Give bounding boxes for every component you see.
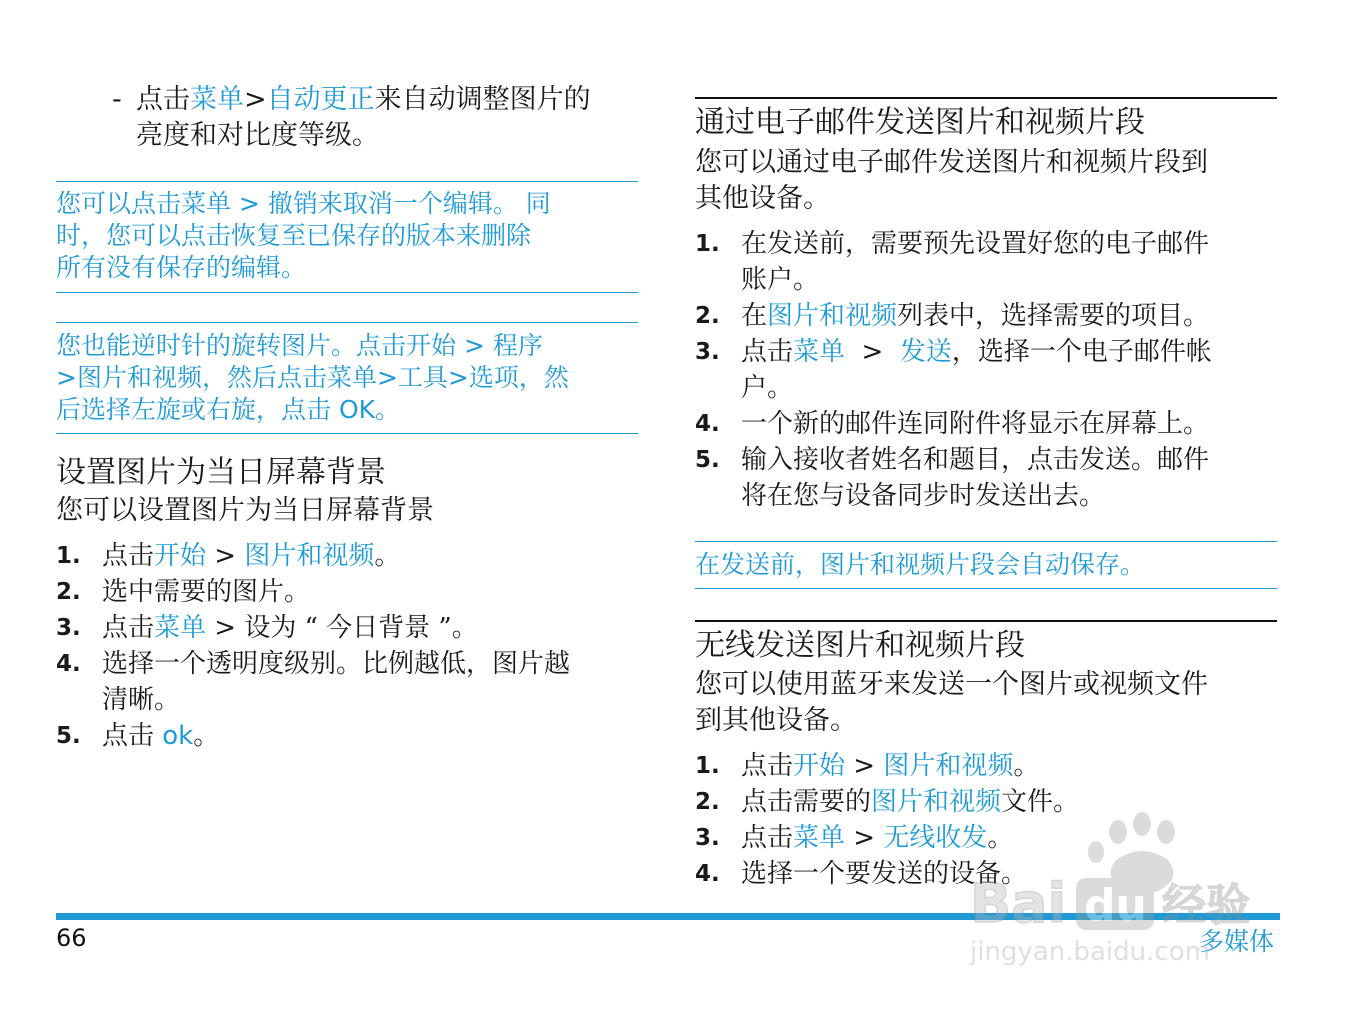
email-intro-1: 您可以通过电子邮件发送图片和视频片段到	[695, 147, 1208, 178]
step-text-cont: 户。	[741, 373, 794, 403]
step-text: 点击	[102, 721, 163, 751]
footer-section-name: 多媒体	[1198, 927, 1274, 956]
step-text-end: 列表中，选择需要的项目。	[897, 301, 1210, 331]
ok-link: ok	[162, 721, 194, 751]
step-text: 输入接收者姓名和题目，点击发送。邮件	[741, 445, 1210, 475]
email-step-4	[695, 406, 1277, 442]
wireless-top-rule	[695, 620, 1277, 622]
step-text-end: 。	[987, 823, 1014, 853]
step-text: 点击需要的	[741, 787, 872, 817]
step-text: 选择一个透明度级别。比例越低，图片越	[102, 649, 571, 679]
email-step-2	[695, 298, 1277, 334]
email-step-1	[695, 226, 1277, 298]
note2-top-rule	[56, 322, 638, 323]
svg-text:jingyan.baidu.com: jingyan.baidu.com	[970, 937, 1210, 967]
step-number: 1.	[695, 231, 720, 257]
wireless-intro-1: 您可以使用蓝牙来发送一个图片或视频文件	[695, 669, 1208, 700]
step-number: 3.	[56, 615, 81, 641]
bullet-dash: -	[112, 84, 122, 115]
step-text-cont: 清晰。	[102, 685, 181, 715]
note2-line-3: 后选择左旋或右旋，点击 OK。	[56, 395, 401, 424]
email-step-5	[695, 442, 1277, 514]
step-text: 一个新的邮件连同附件将显示在屏幕上。	[741, 409, 1210, 439]
wireless-link: 无线收发	[883, 823, 988, 853]
wireless-step-1	[695, 748, 1277, 784]
note1-line-3: 所有没有保存的编辑。	[56, 253, 307, 282]
pictures-videos-link: 图片和视频	[871, 787, 1002, 817]
step-sep: >	[845, 337, 900, 367]
note1-line-2: 时，您可以点击恢复至已保存的版本来删除	[56, 221, 532, 250]
step-text-cont: 账户。	[741, 265, 820, 295]
step-number: 3.	[695, 339, 720, 365]
start-link: 开始	[793, 751, 846, 781]
step-text: 点击	[741, 337, 794, 367]
note-undo	[56, 188, 638, 284]
page-number: 66	[56, 924, 87, 952]
step-text: 点击	[102, 541, 155, 571]
wallpaper-step-3	[56, 610, 638, 646]
pictures-videos-link: 图片和视频	[244, 541, 375, 571]
email-step-3	[695, 334, 1277, 406]
step-sep: >	[206, 541, 245, 571]
pictures-videos-link: 图片和视频	[883, 751, 1014, 781]
step-text: 点击	[741, 823, 794, 853]
email-note-top-rule	[695, 541, 1277, 542]
step-text-cont: 将在您与设备同步时发送出去。	[741, 481, 1106, 511]
step-number: 4.	[56, 651, 81, 677]
wallpaper-step-4	[56, 646, 638, 718]
send-link: 发送	[899, 337, 952, 367]
section-title-wallpaper: 设置图片为当日屏幕背景	[56, 455, 386, 490]
bullet-menu-link: 菜单	[190, 84, 244, 115]
bullet-line-2: 亮度和对比度等级。	[136, 120, 379, 151]
step-text: 选中需要的图片。	[102, 577, 311, 607]
bullet-text-1: 点击	[136, 84, 190, 115]
step-text-end: 文件。	[1001, 787, 1080, 817]
wallpaper-step-5	[56, 718, 638, 754]
step-text-end: 。	[374, 541, 401, 571]
note1-bottom-rule	[56, 292, 638, 293]
section-intro-wallpaper: 您可以设置图片为当日屏幕背景	[56, 495, 434, 526]
email-top-rule	[695, 97, 1277, 99]
step-number: 2.	[56, 579, 81, 605]
wallpaper-step-2	[56, 574, 638, 610]
note1-line-1: 您可以点击菜单 > 撤销来取消一个编辑。 同	[56, 189, 551, 218]
step-text-end: > 设为 “ 今日背景 ”。	[206, 613, 478, 643]
step-number: 4.	[695, 411, 720, 437]
step-sep: >	[845, 751, 884, 781]
step-number: 4.	[695, 861, 720, 887]
wallpaper-step-1	[56, 538, 638, 574]
step-number: 3.	[695, 825, 720, 851]
start-link: 开始	[154, 541, 207, 571]
step-number: 5.	[56, 723, 81, 749]
step-number: 5.	[695, 447, 720, 473]
section-title-email: 通过电子邮件发送图片和视频片段	[695, 105, 1145, 140]
note1-top-rule	[56, 181, 638, 182]
note-autosave: 在发送前，图片和视频片段会自动保存。	[695, 550, 1146, 579]
step-text: 在发送前，需要预先设置好您的电子邮件	[741, 229, 1210, 259]
svg-text:Bai: Bai	[970, 872, 1067, 935]
pictures-videos-link: 图片和视频	[767, 301, 898, 331]
step-text: 点击	[102, 613, 155, 643]
note2-bottom-rule	[56, 433, 638, 434]
bullet-sep: >	[244, 84, 267, 115]
note-rotate	[56, 330, 638, 426]
svg-text:du: du	[1084, 880, 1147, 931]
baidu-watermark-logo	[966, 810, 1286, 970]
step-number: 2.	[695, 303, 720, 329]
note2-line-1: 您也能逆时针的旋转图片。点击开始 > 程序	[56, 331, 543, 360]
note2-line-2: >图片和视频，然后点击菜单>工具>选项，然	[56, 363, 569, 392]
email-intro-2: 其他设备。	[695, 183, 830, 214]
bullet-auto-correct-link: 自动更正	[266, 84, 375, 115]
step-text: 在	[741, 301, 768, 331]
email-note-bottom-rule	[695, 588, 1277, 589]
menu-link: 菜单	[793, 823, 846, 853]
step-text-end: 。	[1013, 751, 1040, 781]
section-title-wireless: 无线发送图片和视频片段	[695, 628, 1025, 663]
step-sep: >	[845, 823, 884, 853]
step-text-end: 。	[193, 721, 220, 751]
step-number: 1.	[56, 543, 81, 569]
step-text-mid: ，选择一个电子邮件帐	[951, 337, 1212, 367]
step-text: 选择一个要发送的设备。	[741, 859, 1028, 889]
step-text: 点击	[741, 751, 794, 781]
svg-text:经验: 经验	[1162, 880, 1250, 931]
wireless-intro-2: 到其他设备。	[695, 705, 857, 736]
menu-link: 菜单	[154, 613, 207, 643]
step-number: 2.	[695, 789, 720, 815]
bullet-text-2: 来自动调整图片的	[374, 84, 591, 115]
menu-link: 菜单	[793, 337, 846, 367]
step-number: 1.	[695, 753, 720, 779]
